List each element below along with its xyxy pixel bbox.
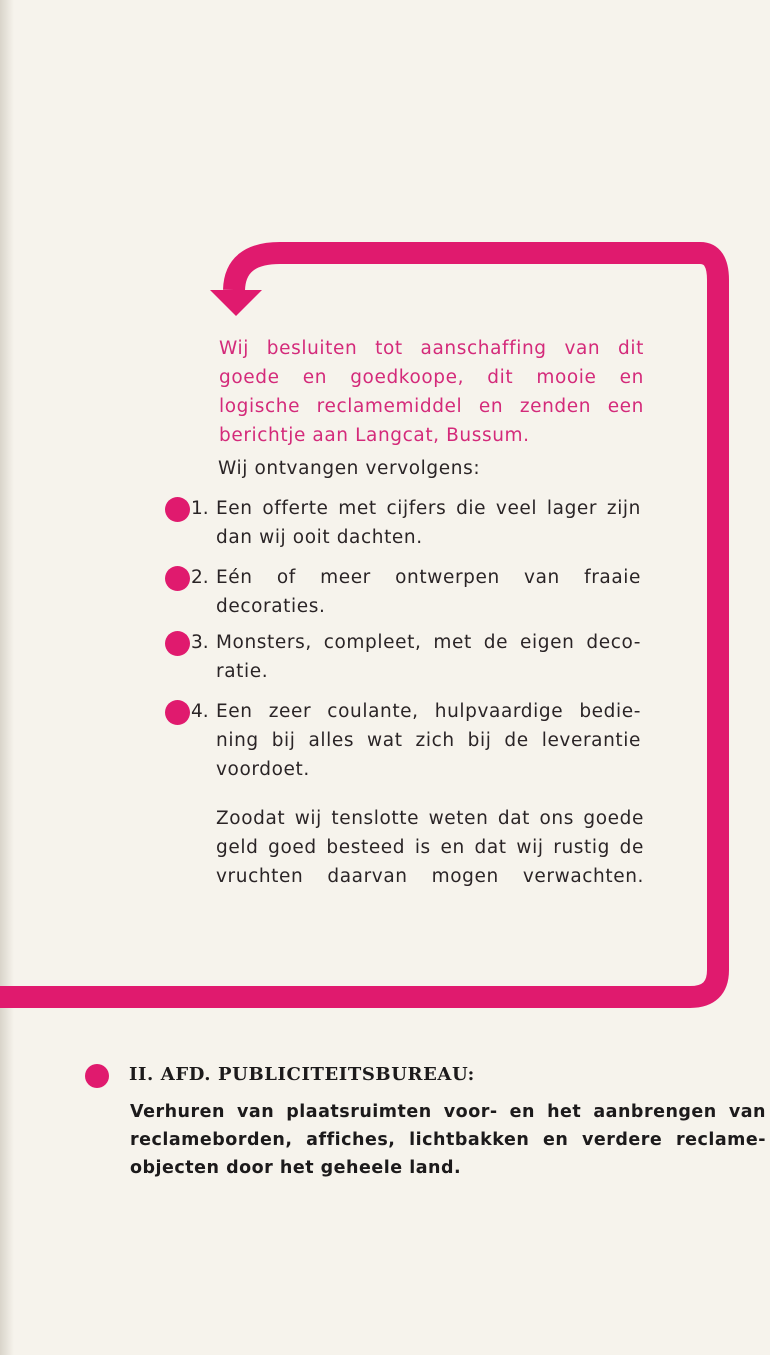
outro-line: geld goed besteed is en dat wij rustig de (216, 837, 644, 858)
item-number: 1. (191, 498, 209, 519)
item-number: 4. (191, 701, 209, 722)
item-line: Een zeer coulante, hulpvaardige bedie- (216, 701, 641, 722)
bullet-icon (165, 631, 190, 656)
item-number: 3. (191, 632, 209, 653)
section-body (130, 1098, 766, 1182)
intro-line: berichtje aan Langcat, Bussum. (219, 425, 530, 446)
lead-text: Wij ontvangen vervolgens: (218, 458, 481, 479)
outro-line: vruchten daarvan mogen verwachten. (216, 866, 644, 887)
item-text (216, 563, 641, 621)
item-text (216, 628, 641, 686)
outro-paragraph (216, 804, 644, 891)
bullet-icon (165, 497, 190, 522)
item-line: ning bij alles wat zich bij de leverantie (216, 730, 641, 751)
item-line: Een offerte met cijfers die veel lager zijn (216, 498, 641, 519)
frame-top-arc (234, 253, 700, 290)
item-line: Eén of meer ontwerpen van fraaie (216, 567, 641, 588)
section-line: Verhuren van plaatsruimten voor- en het aanbrengen van (130, 1102, 766, 1122)
item-line: ratie. (216, 661, 269, 682)
item-line: Monsters, compleet, met de eigen deco- (216, 632, 641, 653)
intro-line: goede en goedkoope, dit mooie en (219, 367, 644, 388)
section-bullet-icon (85, 1064, 109, 1088)
item-number: 2. (191, 567, 209, 588)
bullet-icon (165, 566, 190, 591)
intro-paragraph (219, 334, 644, 450)
intro-line: Wij besluiten tot aanschaffing van dit (219, 338, 644, 359)
item-line: decoraties. (216, 596, 326, 617)
item-text (216, 494, 641, 552)
section-line: objecten door het geheele land. (130, 1158, 462, 1178)
item-text (216, 697, 641, 784)
outro-line: Zoodat wij tenslotte weten dat ons goede (216, 808, 644, 829)
item-line: dan wij ooit dachten. (216, 527, 423, 548)
bullet-icon (165, 700, 190, 725)
item-line: voordoet. (216, 759, 310, 780)
section-line: reclameborden, affiches, lichtbakken en verdere reclame- (130, 1130, 766, 1150)
arrow-head-icon (210, 290, 262, 316)
section-heading: II. AFD. PUBLICITEITSBUREAU: (129, 1064, 475, 1085)
intro-line: logische reclamemiddel en zenden een (219, 396, 644, 417)
